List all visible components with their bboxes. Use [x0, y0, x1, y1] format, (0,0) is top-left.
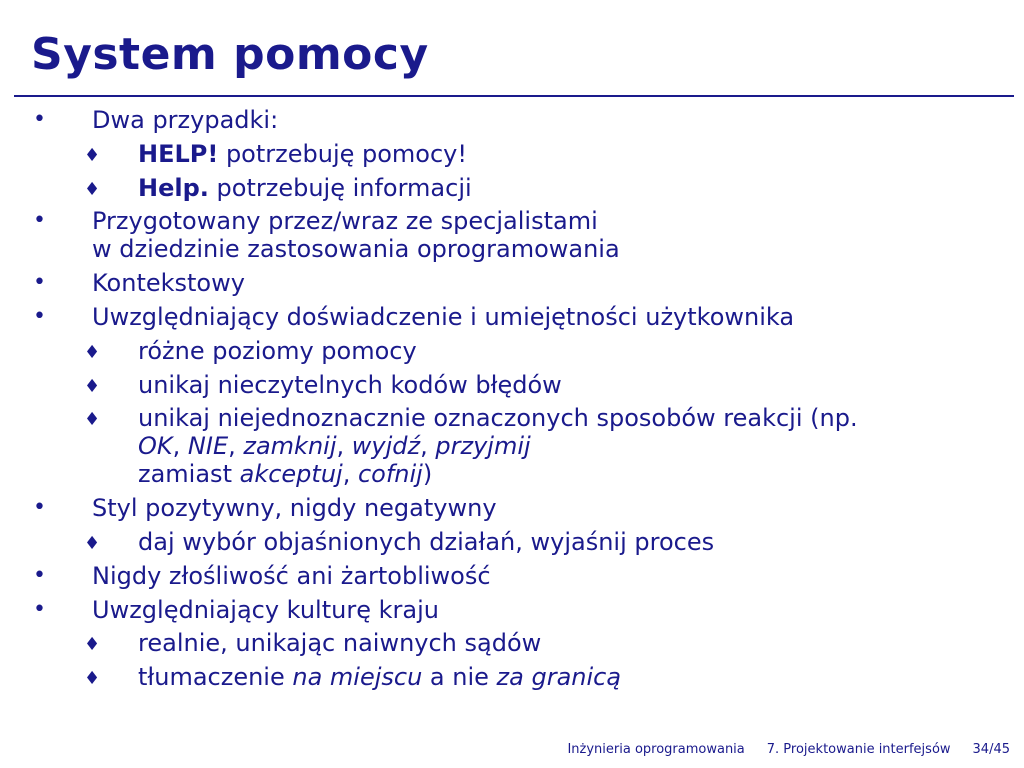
sub-bullet-text: unikaj nieczytelnych kodów błędów — [138, 370, 562, 399]
text-run: a nie — [422, 663, 497, 692]
footer-section: 7. Projektowanie interfejsów — [766, 742, 951, 757]
bullet-item — [0, 269, 1024, 297]
bold-term: Help. — [138, 173, 209, 202]
text-run: potrzebuję informacji — [208, 173, 472, 202]
italic-term: za granicą — [496, 663, 622, 692]
sub-bullet-text — [138, 663, 1024, 691]
italic-term: przyjmij — [435, 432, 531, 461]
text-run: zamiast — [138, 460, 240, 489]
sub-bullet-item — [0, 404, 1024, 488]
bullet-marker: • — [33, 562, 46, 588]
bullet-list — [0, 106, 1024, 697]
bullet-text: Kontekstowy — [92, 269, 245, 298]
bullet-text: Uwzględniający doświadczenie i umiejętności użytkownika — [92, 302, 795, 331]
text-run: potrzebuję pomocy! — [218, 139, 468, 168]
sub-bullet-item — [0, 140, 1024, 168]
italic-term: na miejscu — [292, 663, 423, 692]
text-run: , — [172, 432, 188, 461]
text-line: unikaj niejednoznacznie oznaczonych sposobów reakcji (np. — [138, 404, 858, 433]
text-run: , — [336, 432, 352, 461]
bullet-marker: • — [33, 107, 46, 132]
bullet-marker: • — [33, 495, 46, 521]
bullet-text: Nigdy złośliwość ani żartobliwość — [92, 561, 491, 590]
diamond-marker: ♦ — [84, 409, 101, 431]
diamond-marker: ♦ — [84, 341, 101, 363]
diamond-marker: ♦ — [84, 668, 101, 690]
text-line — [138, 432, 1024, 460]
sub-bullet-item — [0, 337, 1024, 365]
footer-course: Inżynieria oprogramowania — [567, 742, 745, 757]
diamond-marker: ♦ — [84, 144, 101, 166]
text-line — [138, 460, 1024, 488]
sub-bullet-text: daj wybór objaśnionych działań, wyjaśnij proces — [138, 527, 715, 556]
bullet-item — [0, 207, 1024, 263]
bullet-text: Dwa przypadki: — [92, 106, 279, 134]
diamond-marker: ♦ — [84, 375, 101, 397]
sub-bullet-item — [0, 663, 1024, 691]
text-run: tłumaczenie — [138, 663, 293, 692]
page-number: 34/45 — [972, 742, 1010, 757]
bullet-text — [92, 207, 1024, 263]
italic-term: zamknij — [243, 432, 337, 461]
bold-term: HELP! — [138, 139, 219, 168]
italic-term: OK — [138, 432, 173, 461]
diamond-marker: ♦ — [84, 532, 101, 554]
sub-bullet-item — [0, 371, 1024, 399]
italic-term: cofnij — [357, 460, 423, 489]
text-run: ) — [422, 460, 433, 489]
text-run: , — [420, 432, 436, 461]
italic-term: akceptuj — [239, 460, 343, 489]
bullet-marker: • — [33, 208, 46, 234]
bullet-item — [0, 596, 1024, 624]
sub-bullet-item — [0, 629, 1024, 657]
slide-title: System pomocy — [31, 29, 429, 80]
title-divider — [14, 95, 1014, 97]
bullet-marker: • — [33, 303, 46, 329]
italic-term: NIE — [187, 432, 229, 461]
bullet-item — [0, 562, 1024, 590]
text-line: w dziedzinie zastosowania oprogramowania — [92, 235, 620, 264]
diamond-marker: ♦ — [84, 634, 101, 656]
bullet-item — [0, 494, 1024, 522]
text-line: Przygotowany przez/wraz ze specjalistami — [92, 207, 598, 236]
sub-bullet-text — [138, 174, 1024, 202]
bullet-item — [0, 303, 1024, 331]
bullet-text: Styl pozytywny, nigdy negatywny — [92, 494, 497, 523]
sub-bullet-text: realnie, unikając naiwnych sądów — [138, 629, 542, 658]
sub-bullet-text: różne poziomy pomocy — [138, 336, 417, 365]
sub-bullet-text — [138, 404, 1024, 488]
text-run: , — [228, 432, 244, 461]
bullet-text: Uwzględniający kulturę kraju — [92, 595, 439, 624]
bullet-item — [0, 106, 1024, 134]
bullet-marker: • — [33, 270, 46, 296]
italic-term: wyjdź — [351, 432, 421, 461]
sub-bullet-item — [0, 528, 1024, 556]
sub-bullet-text — [138, 140, 1024, 168]
sub-bullet-item — [0, 174, 1024, 202]
slide-footer — [567, 742, 1010, 758]
diamond-marker: ♦ — [84, 178, 101, 200]
text-run: , — [342, 460, 358, 489]
bullet-marker: • — [33, 596, 46, 622]
